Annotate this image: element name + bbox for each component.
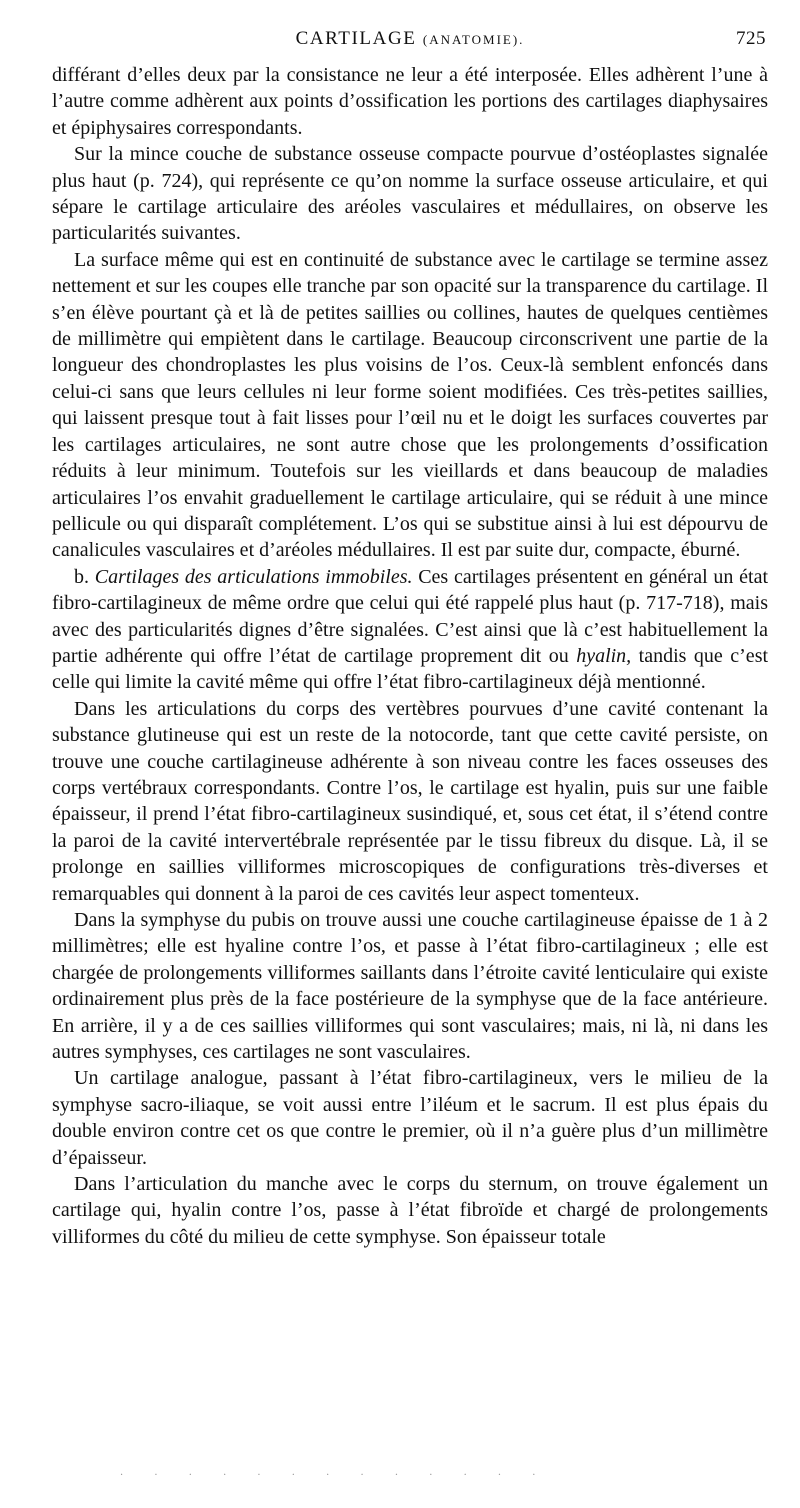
paragraph-text: Ces cartilages présentent en général un état fibro-cartilagineux de même ordre que celui qui été rappelé plus haut (p. 717-718), mais avec des particularités dignes d’être signalées. C’est ainsi que là c’est habituellement la partie adhérente qui offre l’état de cartilage proprement dit ou [52,565,768,667]
italic-term: hyalin, [576,644,632,667]
paragraph: Dans les articulations du corps des vertèbres pourvues d’une cavité contenant la substance glutineuse qui est un reste de la notocorde, tant que cette cavité persiste, on trouve une couche cartilagineuse adhérente à son niveau contre les faces osseuses des corps vertébraux correspondants. Contre l’os, le cartilage est hyalin, puis sur une faible épaisseur, il prend l’état fibro-cartilagineux susindiqué, et, sous cet état, il s’étend contre la paroi de la cavité intervertébrale représentée par le tissu fibreux du disque. Là, il se prolonge en saillies villiformes microscopiques de configurations très-diverses et remarquables qui donnent à la paroi de ces cavités leur aspect tomenteux. [52,697,768,905]
paragraph-text-continued: tandis que c’est celle qui limite la cavité même qui offre l’état fibro-cartilagineux déjà mentionné. [52,644,769,694]
body-text [52,62,768,1250]
paragraph: La surface même qui est en continuité de substance avec le cartilage se termine assez nettement et sur les coupes elle tranche par son opacité sur la transparence du cartilage. Il s’en élève pourtant çà et là de petites saillies ou collines, hautes de quelques centièmes de millimètre qui empiètent dans le cartilage. Beaucoup circonscrivent une partie de la longueur des chondroplastes les plus voisins de l’os. Ceux-là semblent enfoncés dans celui-ci sans que leurs cellules ni leur forme soient modifiées. Ces très-petites saillies, qui laissent presque tout à fait lisses pour l’œil nu et le doigt les surfaces couvertes par les cartilages articulaires, ne sont autre chose que les prolongements d’ossification réduits à leur minimum. Toutefois sur les vieillards et dans beaucoup de maladies articulaires l’os envahit graduellement le cartilage articulaire, qui se réduit à une mince pellicule ou qui disparaît complétement. L’os qui se substitue ainsi à lui est dépourvu de canalicules vasculaires et d’aréoles médullaires. Il est par suite dur, compacte, éburné. [52,248,768,562]
scan-speckle: · · · · · · · · · · · · · [120,1470,550,1481]
paragraph: Un cartilage analogue, passant à l’état fibro-cartilagineux, vers le milieu de la symphyse sacro-iliaque, se voit aussi entre l’iléum et le sacrum. Il est plus épais du double environ contre cet os que contre le premier, où il n’a guère plus d’un millimètre d’épaisseur. [52,1067,768,1169]
running-title [52,28,768,50]
paragraph: différant d’elles deux par la consistance ne leur a été interposée. Elles adhèrent l’une à l’autre comme adhèrent aux points d’ossification les portions des cartilages diaphysaires et épiphysaires correspondants. [52,64,768,139]
paragraph: Dans l’articulation du manche avec le corps du sternum, on trouve également un cartilage qui, hyalin contre l’os, passe à l’état fibroïde et chargé de prolongements villiformes du côté du milieu de cette symphyse. Son épaisseur totale [52,1173,768,1248]
paragraph-section-b [52,564,768,696]
running-title-main: CARTILAGE [295,28,417,49]
running-title-subtitle: (ANATOMIE). [422,32,525,47]
section-marker: b. [74,565,89,588]
section-heading: Cartilages des articulations immobiles. [94,565,413,588]
running-header [52,28,768,58]
page-number: 725 [736,28,766,49]
paragraph: Dans la symphyse du pubis on trouve aussi une couche cartilagineuse épaisse de 1 à 2 millimètres; elle est hyaline contre l’os, et passe à l’état fibro-cartilagineux ; elle est chargée de prolongements villiformes saillants dans l’étroite cavité lenticulaire qui existe ordinairement plus près de la face postérieure de la symphyse que de la face antérieure. En arrière, il y a de ces saillies villiformes qui sont vasculaires; mais, ni là, ni dans les autres symphyses, ces cartilages ne sont vasculaires. [52,909,768,1064]
paragraph: Sur la mince couche de substance osseuse compacte pourvue d’ostéoplastes signalée plus haut (p. 724), qui représente ce qu’on nomme la surface osseuse articulaire, et qui sépare le cartilage articulaire des aréoles vasculaires et médullaires, on observe les particularités suivantes. [52,143,768,245]
